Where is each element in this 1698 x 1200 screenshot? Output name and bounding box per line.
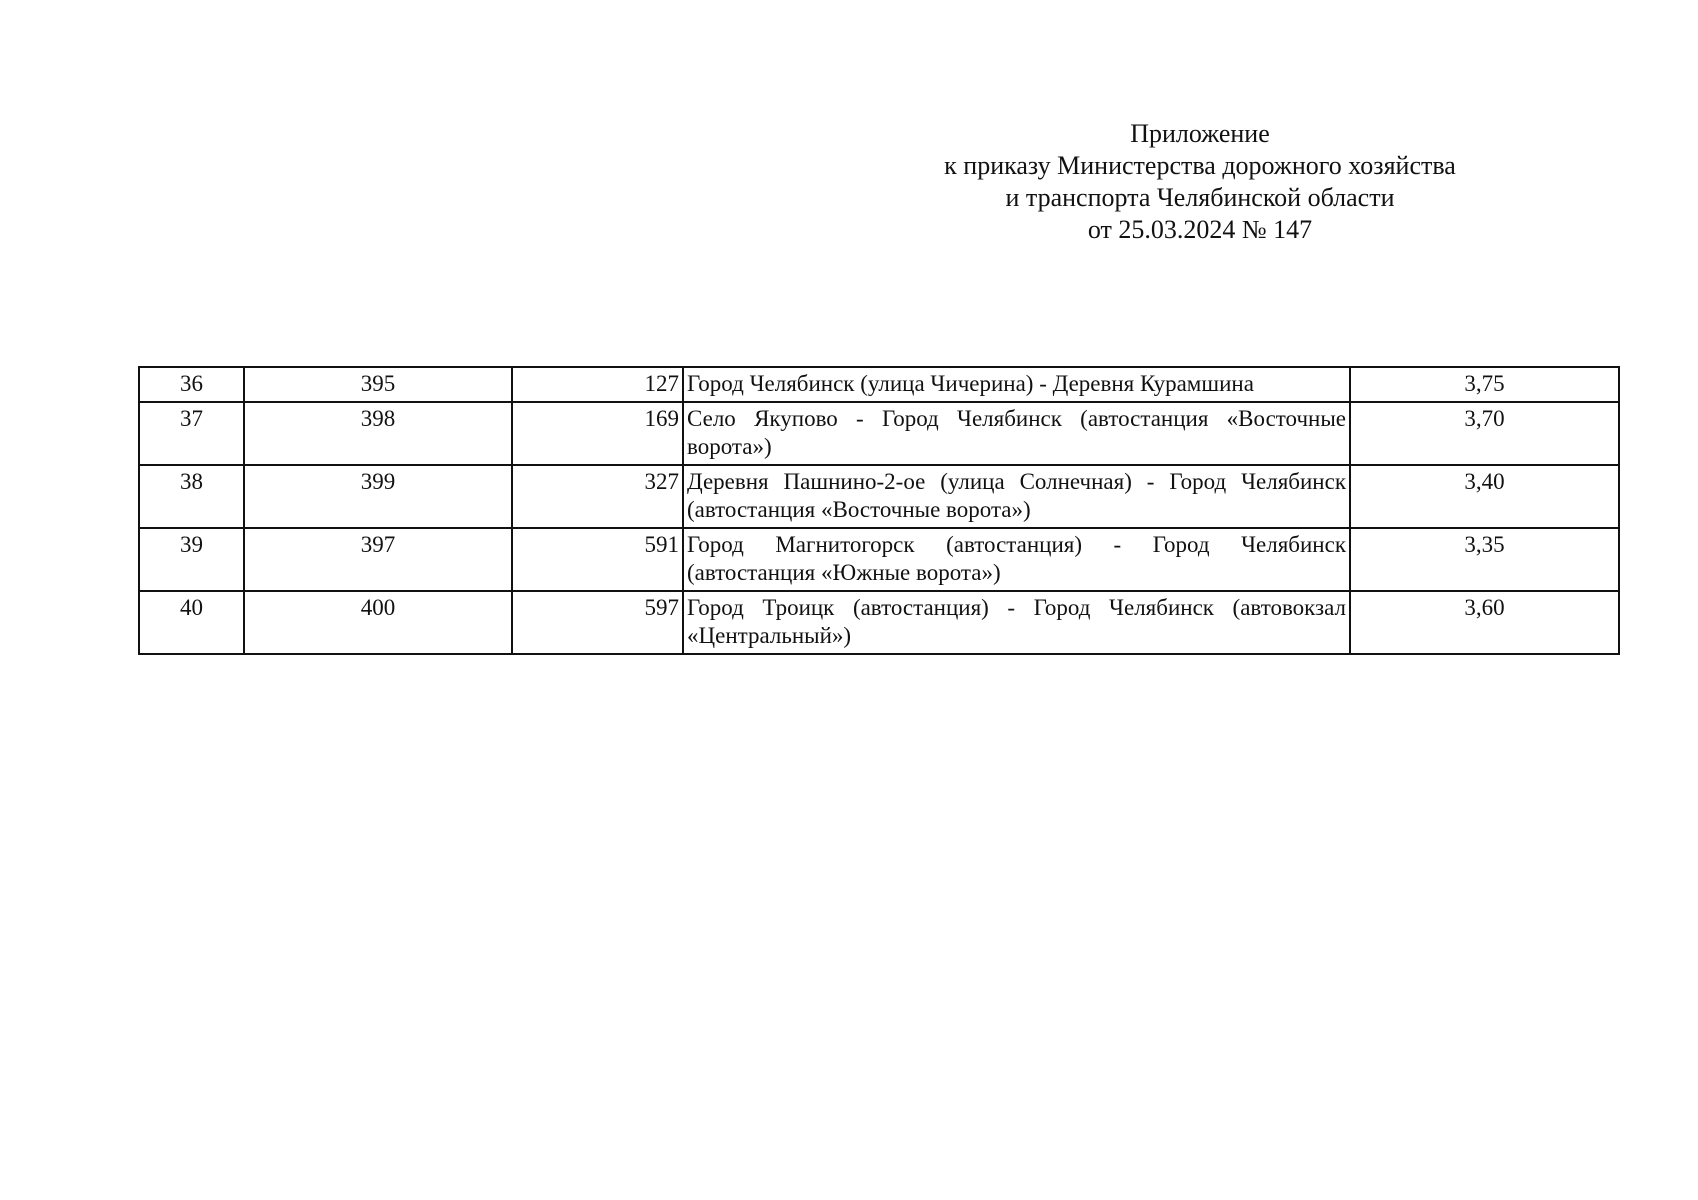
order-reference-line: и транспорта Челябинской области	[1005, 183, 1395, 212]
appendix-header	[880, 118, 1520, 246]
order-date-number: от 25.03.2024 № 147	[1087, 215, 1313, 244]
route-register-number-cell: 400	[244, 591, 512, 654]
route-name-cell: Город Магнитогорск (автостанция) - Город Челябинск (автостанция «Южные ворота»)	[683, 528, 1350, 591]
row-number-cell: 36	[139, 367, 244, 402]
route-register-number-cell: 398	[244, 402, 512, 465]
row-number-cell: 37	[139, 402, 244, 465]
route-number-cell: 127	[512, 367, 683, 402]
table-row	[139, 591, 1619, 654]
table-row	[139, 367, 1619, 402]
appendix-title: Приложение	[1130, 119, 1270, 148]
routes-table	[138, 366, 1620, 655]
route-number-cell: 327	[512, 465, 683, 528]
route-name-cell: Город Троицк (автостанция) - Город Челябинск (автовокзал «Центральный»)	[683, 591, 1350, 654]
tariff-cell: 3,40	[1350, 465, 1619, 528]
table-row	[139, 528, 1619, 591]
route-number-cell: 169	[512, 402, 683, 465]
order-reference-line: к приказу Министерства дорожного хозяйства	[944, 151, 1456, 180]
route-name-cell: Город Челябинск (улица Чичерина) - Деревня Курамшина	[683, 367, 1350, 402]
row-number-cell: 39	[139, 528, 244, 591]
table-row	[139, 402, 1619, 465]
route-number-cell: 597	[512, 591, 683, 654]
route-name-cell: Село Якупово - Город Челябинск (автостанция «Восточные ворота»)	[683, 402, 1350, 465]
row-number-cell: 38	[139, 465, 244, 528]
row-number-cell: 40	[139, 591, 244, 654]
table-row	[139, 465, 1619, 528]
route-register-number-cell: 395	[244, 367, 512, 402]
route-number-cell: 591	[512, 528, 683, 591]
tariff-cell: 3,75	[1350, 367, 1619, 402]
tariff-cell: 3,35	[1350, 528, 1619, 591]
tariff-cell: 3,70	[1350, 402, 1619, 465]
route-register-number-cell: 397	[244, 528, 512, 591]
route-name-cell: Деревня Пашнино-2-ое (улица Солнечная) - Город Челябинск (автостанция «Восточные ворота»)	[683, 465, 1350, 528]
route-register-number-cell: 399	[244, 465, 512, 528]
tariff-cell: 3,60	[1350, 591, 1619, 654]
